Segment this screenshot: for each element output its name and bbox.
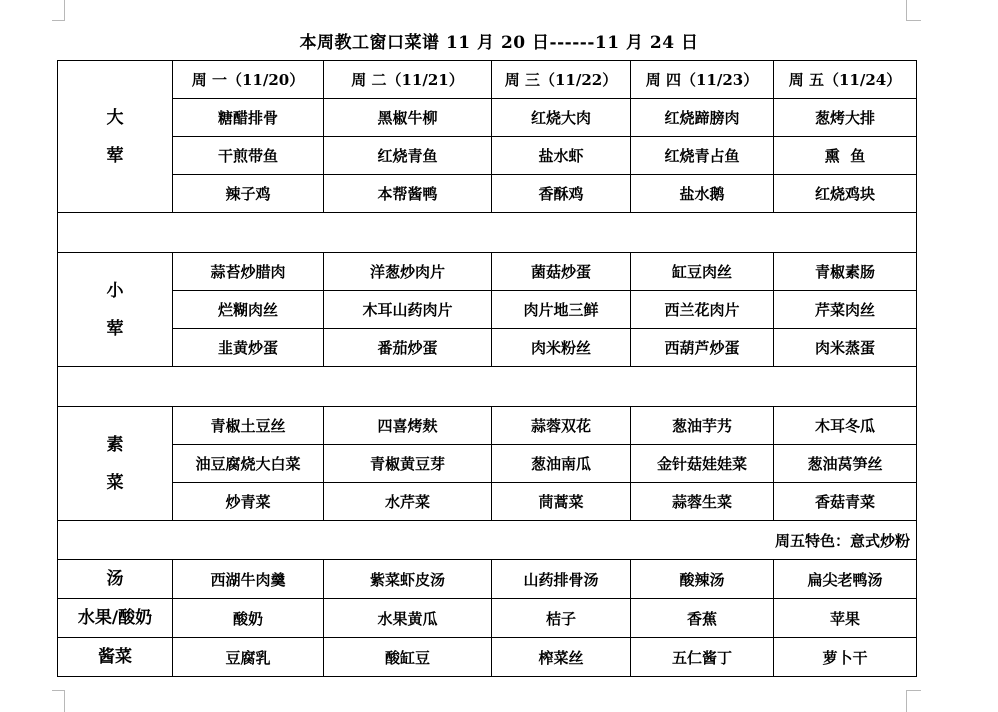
day-header: 周 二（11/21） (324, 61, 492, 99)
table-row (58, 329, 917, 367)
page-corner-mark (52, 0, 65, 21)
dish-cell: 苹果 (774, 599, 917, 638)
category-soup: 汤 (58, 560, 173, 599)
day-header: 周 一（11/20） (173, 61, 324, 99)
dish-cell: 肉米粉丝 (492, 329, 631, 367)
dish-cell: 炒青菜 (173, 483, 324, 521)
category-char: 荤 (106, 318, 124, 339)
dish-cell: 葱油莴笋丝 (774, 445, 917, 483)
day-header: 周 四（11/23） (631, 61, 774, 99)
dish-cell: 水芹菜 (324, 483, 492, 521)
dish-cell: 木耳山药肉片 (324, 291, 492, 329)
category-veg-dish (58, 407, 173, 521)
day-header: 周 三（11/22） (492, 61, 631, 99)
table-row (58, 638, 917, 677)
dish-cell: 蒜苔炒腊肉 (173, 253, 324, 291)
dish-cell: 香菇青菜 (774, 483, 917, 521)
dish-cell: 酸缸豆 (324, 638, 492, 677)
dish-cell: 本帮酱鸭 (324, 175, 492, 213)
dish-cell: 肉米蒸蛋 (774, 329, 917, 367)
category-char: 素 (106, 434, 124, 455)
dish-cell: 桔子 (492, 599, 631, 638)
dish-cell: 萝卜干 (774, 638, 917, 677)
category-char: 菜 (106, 472, 124, 493)
dish-cell: 香酥鸡 (492, 175, 631, 213)
spacer-row (58, 367, 917, 407)
page-corner-mark (906, 690, 921, 712)
table-row (58, 599, 917, 638)
dish-cell: 糖醋排骨 (173, 99, 324, 137)
dish-cell: 西湖牛肉羹 (173, 560, 324, 599)
table-row (58, 137, 917, 175)
dish-cell: 西兰花肉片 (631, 291, 774, 329)
dish-cell: 油豆腐烧大白菜 (173, 445, 324, 483)
dish-cell: 青椒土豆丝 (173, 407, 324, 445)
dish-cell: 芹菜肉丝 (774, 291, 917, 329)
dish-cell: 五仁酱丁 (631, 638, 774, 677)
empty-cell (58, 367, 917, 407)
category-pickles: 酱菜 (58, 638, 173, 677)
dish-cell: 辣子鸡 (173, 175, 324, 213)
category-small-dish (58, 253, 173, 367)
dish-cell: 蒜蓉双花 (492, 407, 631, 445)
dish-cell: 四喜烤麸 (324, 407, 492, 445)
category-fruit-yogurt: 水果/酸奶 (58, 599, 173, 638)
dish-cell: 青椒素肠 (774, 253, 917, 291)
table-row (58, 175, 917, 213)
dish-cell: 红烧青鱼 (324, 137, 492, 175)
dish-cell: 榨菜丝 (492, 638, 631, 677)
dish-cell: 红烧青占鱼 (631, 137, 774, 175)
category-char: 荤 (106, 145, 124, 166)
dish-cell: 红烧蹄膀肉 (631, 99, 774, 137)
day-header: 周 五（11/24） (774, 61, 917, 99)
dish-cell: 香蕉 (631, 599, 774, 638)
spacer-row (58, 213, 917, 253)
dish-cell: 葱油南瓜 (492, 445, 631, 483)
page-corner-mark (52, 690, 65, 712)
dish-cell: 蒜蓉生菜 (631, 483, 774, 521)
dish-cell: 红烧鸡块 (774, 175, 917, 213)
dish-cell: 缸豆肉丝 (631, 253, 774, 291)
weekly-menu-table (57, 60, 917, 677)
dish-cell: 紫菜虾皮汤 (324, 560, 492, 599)
dish-cell: 山药排骨汤 (492, 560, 631, 599)
category-big-dish (58, 61, 173, 213)
dish-cell: 干煎带鱼 (173, 137, 324, 175)
dish-cell: 红烧大肉 (492, 99, 631, 137)
dish-cell: 扁尖老鸭汤 (774, 560, 917, 599)
table-row (58, 560, 917, 599)
table-row (58, 483, 917, 521)
header-row (58, 61, 917, 99)
dish-cell: 盐水虾 (492, 137, 631, 175)
table-row (58, 445, 917, 483)
dish-cell: 酸辣汤 (631, 560, 774, 599)
dish-cell: 洋葱炒肉片 (324, 253, 492, 291)
page-corner-mark (906, 0, 921, 21)
menu-title: 本周教工窗口菜谱 11 月 20 日------11 月 24 日 (299, 33, 699, 53)
table-row (58, 99, 917, 137)
dish-cell: 豆腐乳 (173, 638, 324, 677)
dish-cell: 肉片地三鲜 (492, 291, 631, 329)
dish-cell: 西葫芦炒蛋 (631, 329, 774, 367)
table-row (58, 253, 917, 291)
dish-cell: 酸奶 (173, 599, 324, 638)
dish-cell: 番茄炒蛋 (324, 329, 492, 367)
dish-cell: 金针菇娃娃菜 (631, 445, 774, 483)
dish-cell: 葱油芋艿 (631, 407, 774, 445)
dish-cell: 盐水鹅 (631, 175, 774, 213)
table-row (58, 291, 917, 329)
dish-cell: 葱烤大排 (774, 99, 917, 137)
dish-cell: 木耳冬瓜 (774, 407, 917, 445)
dish-cell: 烂糊肉丝 (173, 291, 324, 329)
category-char: 小 (106, 280, 124, 301)
dish-cell: 韭黄炒蛋 (173, 329, 324, 367)
dish-cell: 熏 鱼 (774, 137, 917, 175)
category-char: 大 (106, 107, 124, 128)
dish-cell: 水果黄瓜 (324, 599, 492, 638)
dish-cell: 菌菇炒蛋 (492, 253, 631, 291)
dish-cell: 黑椒牛柳 (324, 99, 492, 137)
dish-cell: 茼蒿菜 (492, 483, 631, 521)
empty-cell (58, 213, 917, 253)
special-note: 周五特色：意式炒粉 (58, 521, 917, 560)
dish-cell: 青椒黄豆芽 (324, 445, 492, 483)
special-note-row (58, 521, 917, 560)
table-row (58, 407, 917, 445)
